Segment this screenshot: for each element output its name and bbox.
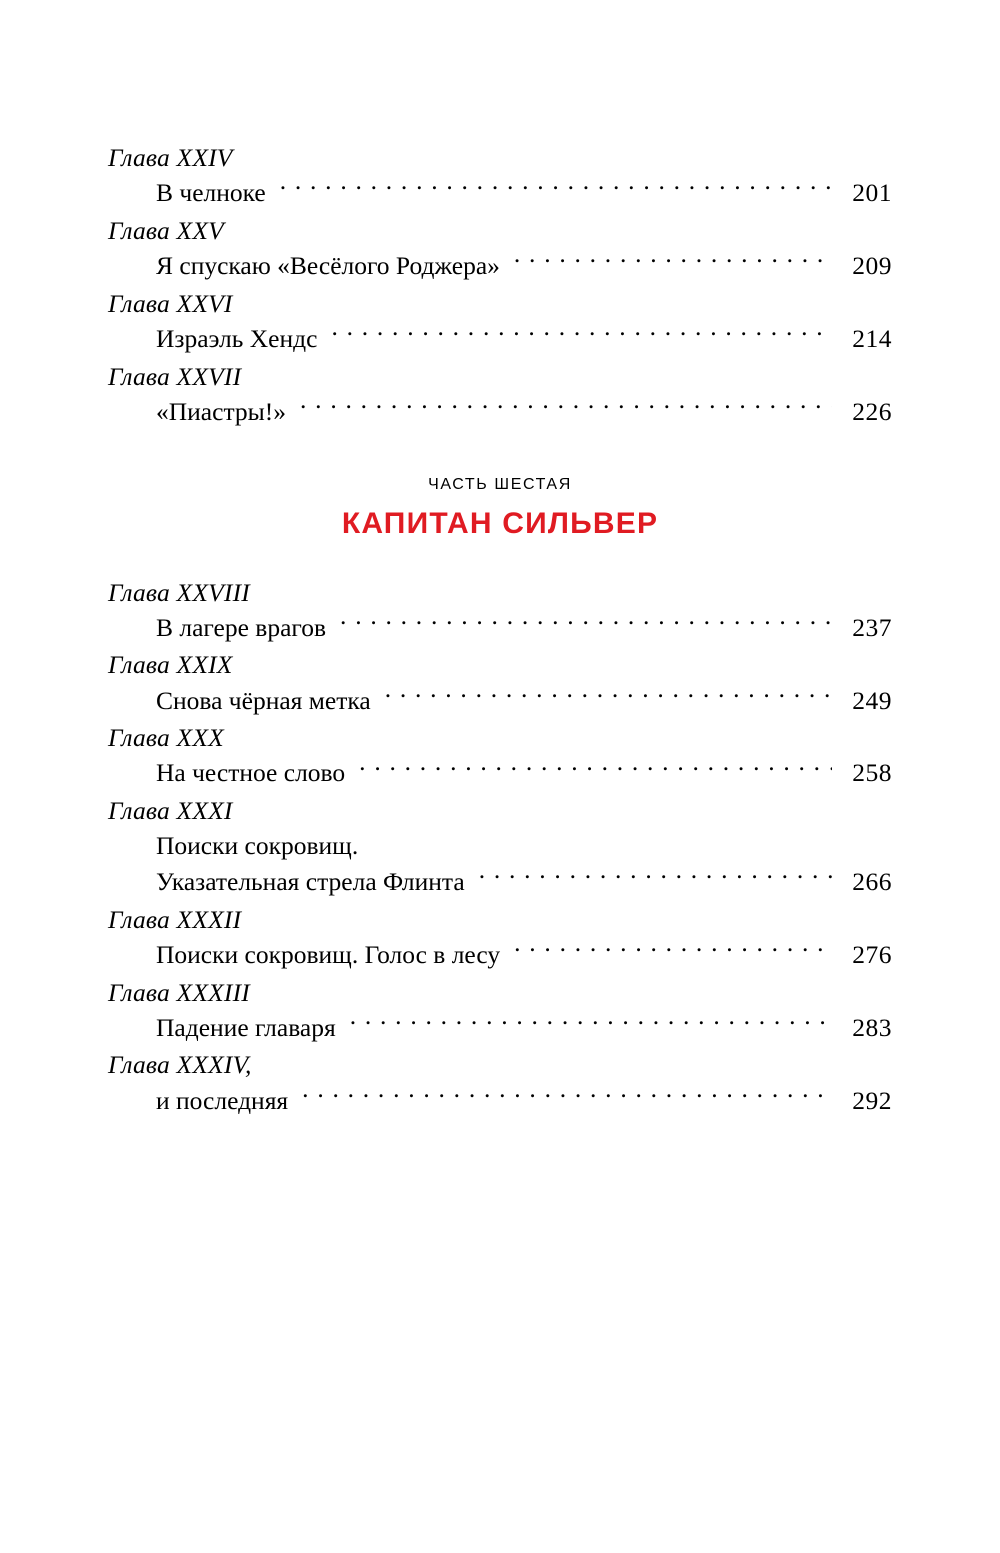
toc-entry-title: В лагере врагов	[156, 612, 327, 642]
toc-entry-page: 214	[852, 323, 892, 353]
toc-entry-row[interactable]	[108, 1010, 892, 1046]
toc-entry-row[interactable]	[108, 610, 892, 646]
toc-entry[interactable]	[108, 1047, 892, 1118]
toc-entry-row[interactable]	[108, 248, 892, 284]
toc-entry[interactable]	[108, 140, 892, 211]
toc-entry-row[interactable]	[108, 1083, 892, 1119]
dot-leader	[514, 249, 832, 275]
toc-entry-title: Поиски сокровищ. Голос в лесу	[156, 939, 501, 969]
dot-leader	[331, 321, 832, 347]
toc-entry[interactable]	[108, 975, 892, 1046]
toc-entry-row[interactable]	[108, 321, 892, 357]
toc-entry[interactable]	[108, 793, 892, 900]
dot-leader	[385, 683, 832, 709]
toc-entry-title: На честное слово	[156, 758, 346, 788]
toc-entry-title: В челноке	[156, 178, 266, 208]
toc-entry-page: 209	[852, 251, 892, 281]
dot-leader	[350, 1010, 832, 1036]
chapter-label: Глава XXVI	[108, 288, 233, 318]
toc-entry-title-line-1: Поиски сокровищ.	[156, 831, 359, 861]
toc-entry-row[interactable]	[108, 394, 892, 430]
toc-entry[interactable]	[108, 902, 892, 973]
chapter-label: Глава XXVII	[108, 361, 242, 391]
toc-entry-title-line-2-row	[156, 864, 892, 900]
toc-entry-title: Я спускаю «Весёлого Роджера»	[156, 251, 500, 281]
toc-entry[interactable]	[108, 359, 892, 430]
toc-entry-page: 201	[852, 178, 892, 208]
dot-leader	[359, 756, 832, 782]
chapter-label: Глава XXIX	[108, 650, 233, 680]
chapter-label: Глава XXXII	[108, 904, 242, 934]
dot-leader	[302, 1083, 832, 1109]
toc-entry-row[interactable]	[108, 175, 892, 211]
toc-entry-page: 292	[852, 1085, 892, 1115]
toc-entry[interactable]	[108, 575, 892, 646]
chapter-label: Глава XXVIII	[108, 577, 250, 607]
toc-entry[interactable]	[108, 647, 892, 718]
toc-entry-row[interactable]	[108, 937, 892, 973]
toc-entry-page: 237	[852, 612, 892, 642]
part-title: КАПИТАН СИЛЬВЕР	[341, 506, 659, 540]
toc-entry-page: 258	[852, 758, 892, 788]
toc-entry-row[interactable]	[108, 828, 892, 899]
chapter-label: Глава XXXI	[108, 796, 233, 826]
chapter-label: Глава XXX	[108, 723, 224, 753]
toc-entry[interactable]	[108, 286, 892, 357]
toc-entry-page: 249	[852, 685, 892, 715]
toc-entry-title: Падение главаря	[156, 1012, 336, 1042]
toc-entry-row[interactable]	[108, 755, 892, 791]
chapter-label: Глава XXIV	[108, 143, 233, 172]
toc-entry-title: Израэль Хендс	[156, 323, 318, 353]
toc-entry-title: Указательная стрела Флинта	[156, 867, 465, 896]
dot-leader	[514, 937, 832, 963]
toc-entry-title: «Пиастры!»	[156, 396, 287, 426]
toc-entry[interactable]	[108, 213, 892, 284]
chapter-label: Глава XXXIV,	[108, 1050, 252, 1080]
toc-entry-page: 283	[852, 1012, 892, 1042]
table-of-contents	[108, 140, 892, 1118]
dot-leader	[280, 176, 832, 202]
dot-leader	[300, 394, 832, 420]
toc-entry-title: и последняя	[156, 1085, 289, 1115]
toc-entry-page: 276	[852, 939, 892, 969]
toc-entry-page: 226	[852, 396, 892, 426]
chapter-label: Глава XXXIII	[108, 977, 250, 1007]
dot-leader	[340, 610, 832, 636]
toc-entry-page: 266	[852, 867, 892, 896]
toc-entry-row[interactable]	[108, 683, 892, 719]
part-heading	[108, 476, 892, 541]
toc-entry-title: Снова чёрная метка	[156, 685, 371, 715]
toc-entry[interactable]	[108, 720, 892, 791]
dot-leader	[479, 865, 832, 891]
part-eyebrow: ЧАСТЬ ШЕСТАЯ	[428, 475, 572, 493]
chapter-label: Глава XXV	[108, 215, 224, 245]
